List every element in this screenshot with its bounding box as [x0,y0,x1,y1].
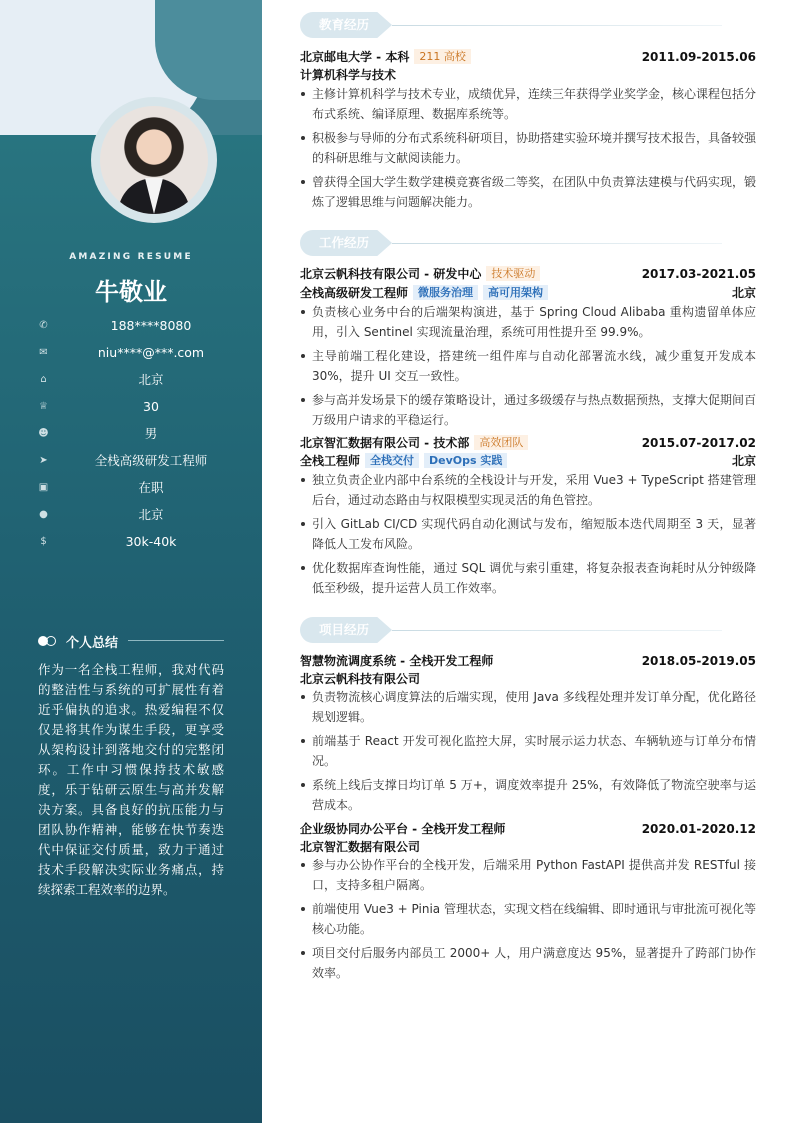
work-header [300,434,756,452]
info-email: ✉ niu****@***.com [39,345,205,360]
school-tag: 211 高校 [414,49,471,64]
work-title-row [300,452,756,470]
cake-icon: ♕ [39,401,48,412]
skill-tag: DevOps 实践 [424,453,507,468]
resume-tagline: AMAZING RESUME [69,252,193,262]
toggle-icon [38,636,58,646]
work-header [300,265,756,283]
project-date: 2020.01-2020.12 [641,822,756,836]
work-date: 2017.03-2021.05 [641,267,756,281]
info-gender: ☻ 男 [38,426,158,441]
list-item: 参与办公协作平台的全栈开发，后端采用 Python FastAPI 提供高并发 RESTful 接口，支持多租户隔离。 [300,855,756,895]
list-item: 前端基于 React 开发可视化监控大屏，实时展示运力状态、车辆轨迹与订单分布情况。 [300,731,756,771]
send-icon: ➤ [39,455,48,466]
work-date: 2015.07-2017.02 [641,436,756,450]
project-org: 北京智汇数据有限公司 [300,840,421,854]
list-item: 前端使用 Vue3 + Pinia 管理状态，实现文档在线编辑、即时通讯与审批流可视化等核心功能。 [300,899,756,939]
education-date: 2011.09-2015.06 [641,50,756,64]
info-hometown: ⌂ 北京 [0,370,262,390]
project-header [300,820,756,838]
list-item: 负责核心业务中台的后端架构演进，基于 Spring Cloud Alibaba 重构遗留单体应用，引入 Sentinel 实现流量治理，系统可用性提升至 99.9%。 [300,302,756,342]
list-item: 主修计算机科学与技术专业，成绩优异，连续三年获得学业奖学金，核心课程包括分布式系统、编译原理、数据库系统等。 [300,84,756,124]
list-item: 项目交付后服务内部员工 2000+ 人，用户满意度达 95%，显著提升了跨部门协作效率。 [300,943,756,983]
list-item: 参与高并发场景下的缓存策略设计，通过多级缓存与热点数据预热，支撑大促期间百万级用户请求的平稳运行。 [300,390,756,430]
location-icon: ● [39,509,48,520]
education-header [300,48,756,66]
major: 计算机科学与技术 [300,68,397,82]
project-bullets [300,855,756,987]
skill-tag: 全栈交付 [365,453,419,468]
work-city: 北京 [731,454,756,468]
company-tag: 技术驱动 [486,266,540,281]
info-target-position: ➤ 全栈高级研发工程师 [39,453,208,468]
project-org-row [300,670,756,688]
sidebar [0,0,262,1123]
company-name: 北京智汇数据有限公司 - 技术部 [300,436,470,450]
mail-icon: ✉ [39,347,48,358]
education-major-row [300,66,756,84]
info-age: ♕ 30 [39,399,159,414]
info-salary: $ 30k-40k [0,532,262,552]
project-header [300,652,756,670]
skill-tag: 高可用架构 [483,285,548,300]
info-location: ● 北京 [39,507,164,522]
company-tag: 高效团队 [474,435,528,450]
skill-tag: 微服务治理 [413,285,478,300]
education-bullets [300,84,756,216]
list-item: 优化数据库查询性能，通过 SQL 调优与索引重建，将复杂报表查询耗时从分钟级降低至秒级，提升运营人员工作效率。 [300,558,756,598]
project-org-row [300,838,756,856]
job-title: 全栈工程师 [300,454,361,468]
work-title-row [300,284,756,302]
company-name: 北京云帆科技有限公司 - 研发中心 [300,267,482,281]
work-bullets [300,470,756,602]
phone-icon: ✆ [39,320,48,331]
list-item: 引入 GitLab CI/CD 实现代码自动化测试与发布，缩短版本迭代周期至 3 天，显著降低人工发布风险。 [300,514,756,554]
candidate-name: 牛敬业 [95,278,167,306]
school-name: 北京邮电大学 - 本科 [300,50,410,64]
project-name: 企业级协同办公平台 - 全栈开发工程师 [300,822,506,836]
project-date: 2018.05-2019.05 [641,654,756,668]
home-icon: ⌂ [40,374,47,385]
list-item: 积极参与导师的分布式系统科研项目，协助搭建实验环境并撰写技术报告，具备较强的科研思维与文献阅读能力。 [300,128,756,168]
summary-text: 作为一名全栈工程师，我对代码的整洁性与系统的可扩展性有着近乎偏执的追求。热爱编程不仅仅是将其作为谋生手段，更享受从架构设计到落地交付的完整闭环。工作中习惯保持技术敏感度，乐于钻研云原生与高并发解决方案。具备良好的抗压能力与团队协作精神，能够在快节奏迭代中保证交付质量，致力于通过技术手段解决实际业务痛点，持续探索工程效率的边界。 [38,662,224,897]
section-education [300,12,760,38]
info-phone: ✆ 188****8080 [39,318,192,333]
project-name: 智慧物流调度系统 - 全栈开发工程师 [300,654,494,668]
avatar [100,106,208,214]
list-item: 负责物流核心调度算法的后端实现，使用 Java 多线程处理并发订单分配，优化路径规划逻辑。 [300,687,756,727]
section-work [300,230,760,256]
summary-divider [128,640,224,641]
work-bullets [300,302,756,434]
info-status: ▣ 在职 [38,480,164,495]
project-bullets [300,687,756,819]
job-title: 全栈高级研发工程师 [300,286,409,300]
summary-title: 个人总结 [66,636,119,651]
list-item: 主导前端工程化建设，搭建统一组件库与自动化部署流水线，减少重复开发成本 30%，提升 UI 交互一致性。 [300,346,756,386]
project-org: 北京云帆科技有限公司 [300,672,421,686]
list-item: 独立负责企业内部中台系统的全栈设计与开发，采用 Vue3 + TypeScript 搭建管理后台，通过动态路由与权限模型实现灵活的角色管控。 [300,470,756,510]
section-title: 项目经历 [319,622,370,637]
work-city: 北京 [731,286,756,300]
money-icon: $ [40,536,47,547]
section-title: 教育经历 [319,17,370,32]
section-projects [300,617,760,643]
section-title: 工作经历 [319,235,370,250]
briefcase-icon: ▣ [38,482,49,493]
list-item: 系统上线后支撑日均订单 5 万+，调度效率提升 25%，有效降低了物流空驶率与运营成本。 [300,775,756,815]
gender-icon: ☻ [38,428,49,439]
list-item: 曾获得全国大学生数学建模竞赛省级二等奖，在团队中负责算法建模与代码实现，锻炼了逻辑思维与问题解决能力。 [300,172,756,212]
